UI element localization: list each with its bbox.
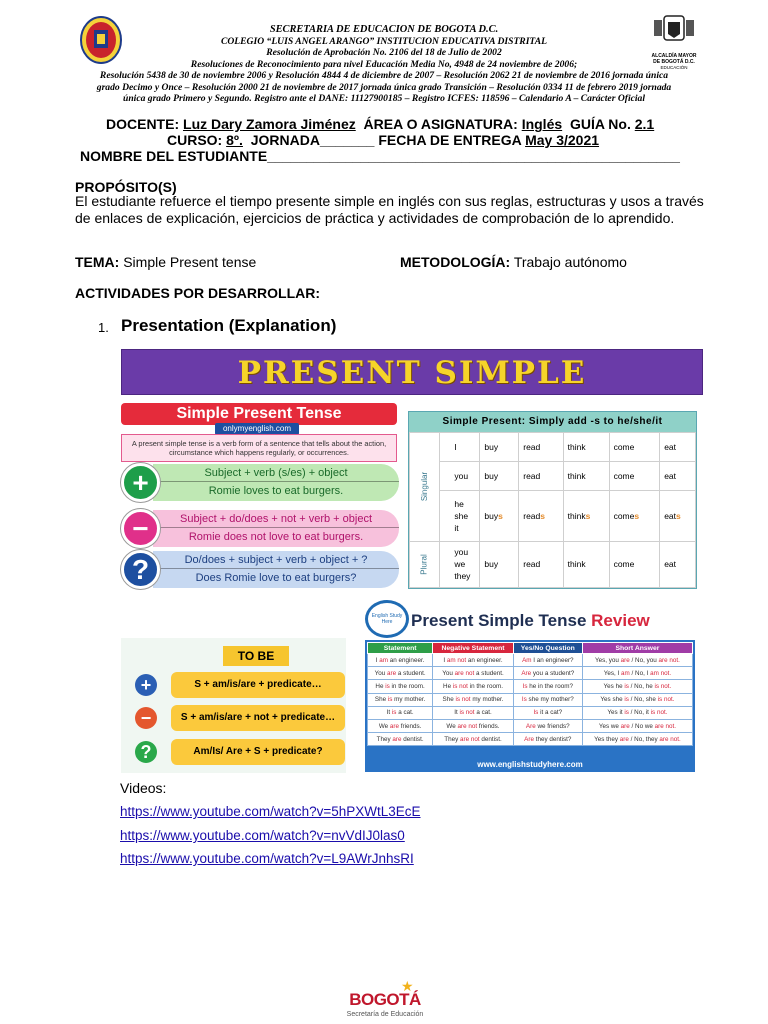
chart-site: onlymyenglish.com	[215, 423, 299, 435]
curso-line	[167, 132, 687, 148]
alcaldia-seal-sub: EDUCACIÓN	[660, 65, 688, 70]
review-cell: Yes it is / No, it is not.	[582, 706, 692, 719]
formula-row	[119, 550, 399, 589]
add-s-table-grid	[409, 432, 696, 588]
formula-row	[119, 509, 399, 548]
alcaldia-seal-icon	[650, 14, 698, 70]
pronoun-cell: I	[440, 433, 480, 462]
tema-value: Simple Present tense	[123, 254, 257, 270]
review-keyword: am	[446, 656, 456, 664]
review-keyword: is	[391, 709, 397, 717]
tema-line	[75, 254, 375, 271]
nombre-label: NOMBRE DEL ESTUDIANTE	[80, 148, 268, 164]
review-keyword: is	[650, 709, 656, 717]
review-keyword: Are	[525, 722, 536, 730]
review-cell: Is he in the room?	[513, 680, 582, 693]
review-cell: I am not an engineer.	[433, 654, 514, 667]
review-cell: Are they dentist?	[513, 733, 582, 746]
verb-cell: buys	[480, 491, 519, 541]
area-value: Inglés	[521, 116, 563, 132]
review-keyword: not.	[663, 696, 675, 704]
verb-cell: think	[563, 433, 609, 462]
review-row	[368, 693, 693, 706]
to-be-formula: S + am/is/are + not + predicate…	[171, 705, 345, 731]
review-cell: He is in the room.	[368, 680, 433, 693]
review-keyword: not	[459, 682, 468, 690]
banner-text: PRESENT SIMPLE	[237, 355, 587, 391]
formula-band	[153, 551, 399, 588]
jornada-label: JORNADA_______	[250, 132, 375, 148]
entrega-label: FECHA DE ENTREGA	[378, 132, 522, 148]
review-keyword: not	[461, 696, 471, 704]
review-cell: We are not friends.	[433, 719, 514, 732]
metodologia-value: Trabajo autónomo	[513, 254, 627, 270]
review-row	[368, 654, 693, 667]
review-keyword: is	[452, 682, 458, 690]
review-cell: I am an engineer.	[368, 654, 433, 667]
review-cell: He is not in the room.	[433, 680, 514, 693]
metodologia-label: METODOLOGÍA:	[400, 254, 511, 270]
review-keyword: not	[457, 656, 467, 664]
guia-label: GUÍA No.	[569, 116, 631, 132]
bogota-logo-text: BOGOTÁ	[349, 990, 421, 1009]
formula-row	[119, 463, 399, 502]
verb-cell: come	[609, 433, 660, 462]
item-number: 1.	[98, 320, 109, 335]
review-keyword: is	[657, 696, 663, 704]
verb-cell: buy	[480, 541, 519, 587]
video-link-1[interactable]: https://www.youtube.com/watch?v=5hPXWtL3EcE	[120, 804, 421, 819]
review-title-b: Review	[591, 611, 650, 630]
review-cell: You are a student.	[368, 667, 433, 680]
review-keyword: not.	[670, 735, 681, 743]
review-keyword: Is	[533, 709, 539, 717]
star-icon: ★	[401, 978, 414, 994]
guia-value: 2.1	[634, 116, 655, 132]
verb-suffix: s	[498, 511, 503, 522]
plus-icon: +	[135, 674, 157, 696]
review-cell: It is not a cat.	[433, 706, 514, 719]
videos-label: Videos:	[120, 780, 167, 796]
review-cell: It is a cat.	[368, 706, 433, 719]
review-cell: You are not a student.	[433, 667, 514, 680]
review-cell: Yes he is / No, he is not.	[582, 680, 692, 693]
review-keyword: Is	[521, 696, 527, 704]
review-keyword: am	[379, 656, 389, 664]
review-cell: She is my mother.	[368, 693, 433, 706]
formula-example: Romie does not love to eat burgers.	[188, 531, 364, 543]
review-keyword: Am	[522, 656, 532, 664]
curso-label: CURSO:	[167, 132, 223, 148]
review-keyword: Are	[521, 669, 532, 677]
verb-cell: eat	[660, 433, 696, 462]
review-keyword: Is	[522, 682, 528, 690]
verb-cell: comes	[609, 491, 660, 541]
curso-value: 8º.	[226, 132, 243, 148]
actividades-title: ACTIVIDADES POR DESARROLLAR:	[75, 285, 321, 301]
singular-text: Singular	[420, 472, 430, 502]
pronoun-cell: you	[440, 462, 480, 491]
minus-icon: −	[135, 707, 157, 729]
review-keyword: not	[465, 669, 475, 677]
plural-text: Plural	[420, 554, 430, 575]
to-be-row	[135, 705, 345, 729]
verb-cell: buy	[480, 462, 519, 491]
docente-label: DOCENTE:	[106, 116, 180, 132]
header-line: Resoluciones de Reconocimiento para nivel Educación Media No, 4948 de 24 noviembre de 2006;	[190, 58, 578, 70]
verb-cell: think	[563, 462, 609, 491]
verb-cell: think	[563, 541, 609, 587]
review-keyword: are	[454, 669, 464, 677]
review-cell: Yes she is / No, she is not.	[582, 693, 692, 706]
review-row	[368, 667, 693, 680]
review-cell: Yes, I am / No, I am not.	[582, 667, 692, 680]
verb-cell: eat	[660, 462, 696, 491]
chart-definition: A present simple tense is a verb form of a sentence that tells about the action, circumstance which happens regularly, or occurrences.	[121, 434, 397, 462]
review-title-a: Present Simple Tense	[411, 611, 587, 630]
review-column-header: Negative Statement	[433, 643, 514, 654]
review-cell: They are dentist.	[368, 733, 433, 746]
proposito-title: PROPÓSITO(S)	[75, 179, 177, 195]
review-row	[368, 719, 693, 732]
review-keyword: is	[455, 696, 461, 704]
question-icon: ?	[121, 550, 160, 589]
verb-suffix: s	[634, 511, 640, 522]
review-cell: Yes they are / No, they are not.	[582, 733, 692, 746]
review-keyword: are	[460, 735, 470, 743]
formula-text: Subject + do/does + not + verb + object	[153, 510, 399, 528]
header-line: COLEGIO “LUIS ANGEL ARANGO” INSTITUCION EDUCATIVA DISTRITAL	[220, 35, 548, 47]
alcaldia-seal-label: ALCALDÍA MAYOR DE BOGOTÁ D.C.	[651, 53, 697, 65]
verb-cell: come	[609, 462, 660, 491]
review-column-header: Statement	[368, 643, 433, 654]
review-keyword: are	[392, 735, 402, 743]
verb-cell: read	[519, 462, 563, 491]
review-keyword: are	[654, 722, 664, 730]
table-row	[410, 541, 696, 587]
review-title	[411, 608, 695, 634]
nombre-line	[80, 148, 700, 164]
item-title: Presentation (Explanation)	[121, 316, 337, 335]
formula-text: Subject + verb (s/es) + object	[153, 464, 399, 482]
school-header-resolutions	[56, 70, 712, 105]
review-keyword: Are	[524, 735, 534, 743]
verb-cell: come	[609, 541, 660, 587]
review-table	[367, 642, 693, 746]
simple-present-chart	[119, 403, 399, 590]
review-keyword: is	[654, 682, 660, 690]
review-chart	[363, 600, 697, 772]
to-be-chart	[121, 638, 346, 773]
metodologia-line	[400, 254, 700, 271]
to-be-title: TO BE	[223, 646, 289, 666]
review-cell: We are friends.	[368, 719, 433, 732]
review-keyword: are	[389, 722, 400, 730]
review-cell: Are you a student?	[513, 667, 582, 680]
review-cell: She is not my mother.	[433, 693, 514, 706]
video-link-3[interactable]: https://www.youtube.com/watch?v=L9AWrJnhsRI	[120, 851, 414, 866]
chart-title: Simple Present Tense	[121, 403, 397, 425]
review-keyword: am	[621, 669, 630, 677]
review-cell: Is she my mother?	[513, 693, 582, 706]
review-table-box	[365, 640, 695, 772]
review-cell: They are not dentist.	[433, 733, 514, 746]
review-keyword: are	[658, 656, 668, 664]
verb-suffix: s	[585, 511, 591, 522]
review-keyword: is	[387, 696, 393, 704]
verb-cell: eat	[660, 541, 696, 587]
review-keyword: not.	[660, 669, 672, 677]
to-be-formula: Am/Is/ Are + S + predicate?	[171, 739, 345, 765]
docente-line	[106, 116, 706, 132]
english-study-here-logo: English Study Here	[365, 600, 409, 638]
verb-cell: reads	[519, 491, 563, 541]
review-keyword: not.	[665, 722, 677, 730]
plural-label	[410, 541, 440, 587]
tema-label: TEMA:	[75, 254, 120, 270]
review-keyword: are	[457, 722, 467, 730]
review-keyword: is	[459, 709, 465, 717]
verb-cell: buy	[480, 433, 519, 462]
present-simple-banner	[121, 349, 703, 395]
header-line: Resolución 5438 de 30 de noviembre 2006 y Resolución 4844 4 de diciembre de 2007 – Resolución 2062 21 de noviembre de 2016 jornada única	[99, 70, 669, 81]
to-be-row	[135, 672, 345, 696]
question-icon: ?	[135, 741, 157, 763]
review-keyword: not	[465, 709, 475, 717]
to-be-row	[135, 739, 345, 763]
review-keyword: is	[624, 709, 629, 717]
review-keyword: not.	[669, 656, 680, 664]
review-cell: Is it a cat?	[513, 706, 582, 719]
review-cell: Am I an engineer?	[513, 654, 582, 667]
add-s-table-header: Simple Present: Simply add -s to he/she/it	[409, 412, 696, 432]
header-line: SECRETARIA DE EDUCACION DE BOGOTA D.C.	[269, 24, 499, 35]
singular-label	[410, 433, 440, 542]
verb-cell: eats	[660, 491, 696, 541]
review-cell: Are we friends?	[513, 719, 582, 732]
review-keyword: not.	[656, 709, 668, 717]
header-line: grado Decimo y Once – Resolución 2000 21 de noviembre de 2017 jornada única grado Transición – Resolución 0334 11 de febrero 2019 jornada	[96, 81, 672, 93]
verb-cell: read	[519, 433, 563, 462]
review-keyword: is	[624, 696, 629, 704]
video-link-2[interactable]: https://www.youtube.com/watch?v=nvVdIJ0las0	[120, 828, 405, 843]
formula-band	[153, 510, 399, 547]
review-keyword: are	[387, 669, 397, 677]
entrega-value: May 3/2021	[525, 132, 600, 148]
bogota-logo-sub: Secretaría de Educación	[346, 1011, 424, 1018]
review-keyword: are	[659, 735, 669, 743]
formula-example: Does Romie love to eat burgers?	[195, 572, 357, 584]
review-keyword: am	[650, 669, 659, 677]
verb-cell: read	[519, 541, 563, 587]
pronoun-cell: he she it	[440, 491, 480, 541]
review-footer: www.englishstudyhere.com	[477, 760, 583, 769]
docente-value: Luz Dary Zamora Jiménez	[183, 116, 356, 132]
plus-icon: +	[121, 463, 160, 502]
review-row	[368, 680, 693, 693]
verb-suffix: s	[540, 511, 545, 522]
review-column-header: Yes/No Question	[513, 643, 582, 654]
proposito-text: El estudiante refuerce el tiempo presente simple en inglés con sus reglas, estructuras y usos a través de enlaces de explicación, ejercicios de práctica y actividades de comprobación de lo aprendido.	[75, 193, 704, 226]
table-row	[410, 433, 696, 462]
review-keyword: are	[620, 722, 630, 730]
review-row	[368, 706, 693, 719]
review-cell: Yes, you are / No, you are not.	[582, 654, 692, 667]
review-keyword: are	[619, 735, 629, 743]
review-row	[368, 733, 693, 746]
bogota-logo	[343, 978, 427, 1024]
minus-icon: −	[121, 509, 160, 548]
review-cell: Yes we are / No we are not.	[582, 719, 692, 732]
review-column-header: Short Answer	[582, 643, 692, 654]
review-keyword: are	[620, 656, 630, 664]
review-keyword: not	[468, 722, 478, 730]
table-row	[410, 491, 696, 541]
verb-suffix: s	[676, 511, 681, 522]
review-keyword: is	[385, 682, 390, 690]
formula-example: Romie loves to eat burgers.	[208, 485, 344, 497]
header-line: Resolución de Aprobación No. 2106 del 18 de Julio de 2002	[266, 47, 502, 59]
header-line: única grado Primero y Segundo. Registro ante el DANE: 11127900185 – Registro ICFES: 118596 – Calendario A – Carácter Oficial	[122, 93, 645, 105]
table-row	[410, 462, 696, 491]
review-keyword: is	[624, 682, 629, 690]
nombre-blank: _____________________________________________________	[267, 148, 680, 164]
review-keyword: not	[470, 735, 480, 743]
to-be-formula: S + am/is/are + predicate…	[171, 672, 345, 698]
area-label: ÁREA O ASIGNATURA:	[363, 116, 518, 132]
pronoun-cell: you we they	[440, 541, 480, 587]
formula-band	[153, 464, 399, 501]
verb-cell: thinks	[563, 491, 609, 541]
add-s-table	[408, 411, 697, 589]
review-keyword: not.	[660, 682, 672, 690]
formula-text: Do/does + subject + verb + object + ?	[153, 551, 399, 569]
school-header	[60, 24, 708, 70]
